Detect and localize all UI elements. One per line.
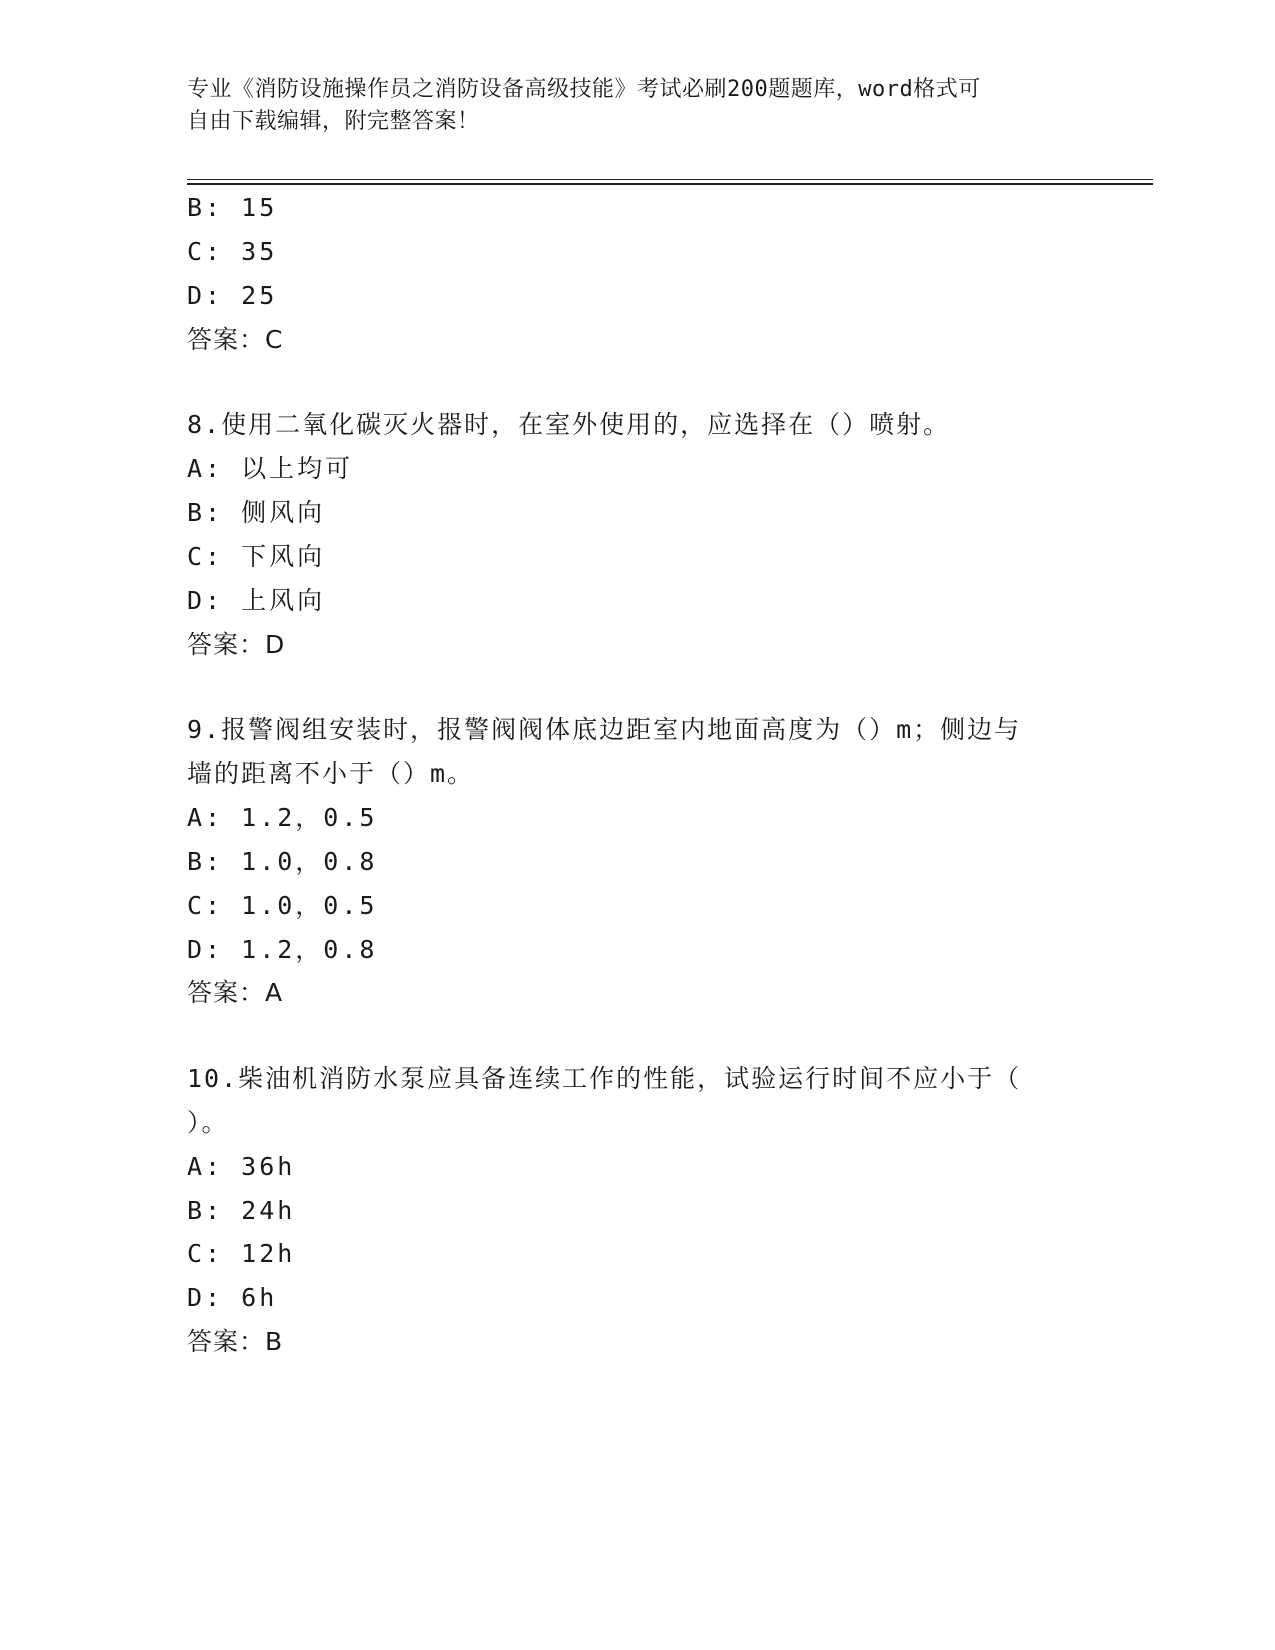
q9-option-a: A: 1.2，0.5 xyxy=(187,803,378,832)
q10-option-d: D: 6h xyxy=(187,1283,278,1312)
q8-option-d: D: 上风向 xyxy=(187,586,326,615)
q10-stem-line-2: ）。 xyxy=(187,1108,229,1137)
q9-option-d: D: 1.2，0.8 xyxy=(187,935,378,964)
prev-option-d: D: 25 xyxy=(187,281,278,310)
q8-stem: 8.使用二氧化碳灭火器时，在室外使用的，应选择在（）喷射。 xyxy=(187,410,951,439)
q9-option-b: B: 1.0，0.8 xyxy=(187,847,378,876)
q10-stem-line-1: 10.柴油机消防水泵应具备连续工作的性能，试验运行时间不应小于（ xyxy=(187,1064,1022,1093)
q8-answer: 答案：D xyxy=(187,630,286,659)
q9-answer: 答案：A xyxy=(187,978,284,1007)
header-line-2: 自由下载编辑，附完整答案！ xyxy=(187,109,480,134)
q10-option-c: C: 12h xyxy=(187,1239,296,1268)
q10-answer: 答案：B xyxy=(187,1327,284,1356)
q8-option-a: A: 以上均可 xyxy=(187,454,354,483)
q10-option-a: A: 36h xyxy=(187,1152,296,1181)
q9-stem-line-1: 9.报警阀组安装时，报警阀阀体底边距室内地面高度为（）m；侧边与 xyxy=(187,715,1022,744)
q9-option-c: C: 1.0，0.5 xyxy=(187,891,378,920)
q8-option-c: C: 下风向 xyxy=(187,542,326,571)
document-header xyxy=(187,74,1067,138)
prev-option-c: C: 35 xyxy=(187,237,278,266)
header-rule-thin xyxy=(187,179,1153,180)
q10-option-b: B: 24h xyxy=(187,1196,296,1225)
q8-option-b: B: 侧风向 xyxy=(187,498,326,527)
prev-option-b: B: 15 xyxy=(187,193,278,222)
q9-stem-line-2: 墙的距离不小于（）m。 xyxy=(187,759,475,788)
header-line-1: 专业《消防设施操作员之消防设备高级技能》考试必刷200题题库，word格式可 xyxy=(187,77,981,102)
header-rule-thick xyxy=(187,183,1153,185)
prev-answer: 答案：C xyxy=(187,325,284,354)
